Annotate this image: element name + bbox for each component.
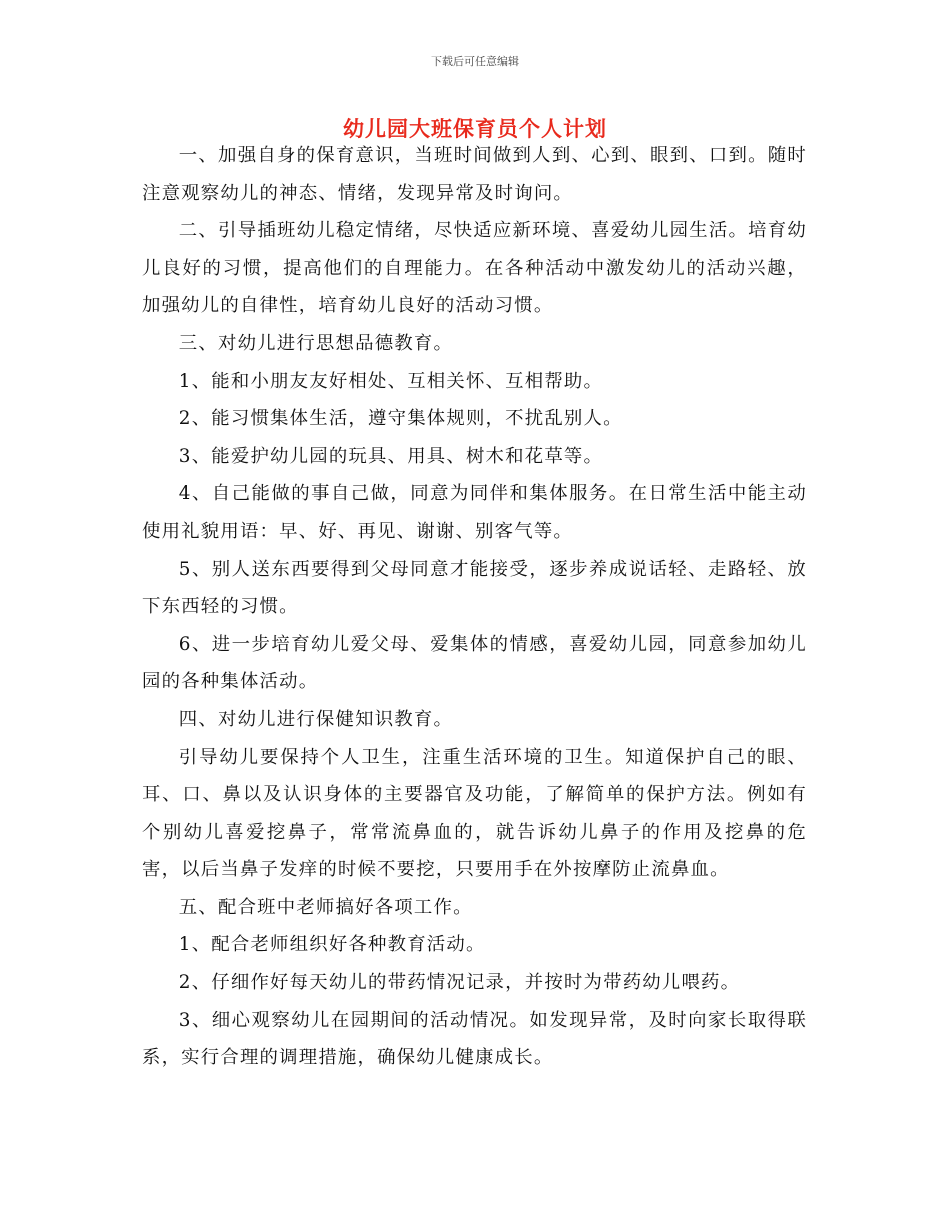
paragraph: 2、能习惯集体生活，遵守集体规则，不扰乱别人。 [178, 408, 623, 430]
paragraph: 6、进一步培育幼儿爱父母、爱集体的情感，喜爱幼儿园，同意参加幼儿园的各种集体活动。 [142, 633, 807, 693]
paragraph: 二、引导插班幼儿稳定情绪，尽快适应新环境、喜爱幼儿园生活。培育幼儿良好的习惯，提高他们的自理能力。在各种活动中激发幼儿的活动兴趣，加强幼儿的自律性，培育幼儿良好的活动习惯。 [142, 220, 807, 317]
header-note: 下载后可任意编辑 [431, 55, 519, 68]
paragraph: 1、能和小朋友友好相处、互相关怀、互相帮助。 [178, 370, 604, 392]
paragraph: 1、配合老师组织好各种教育活动。 [178, 934, 486, 956]
paragraph: 五、配合班中老师搞好各项工作。 [178, 896, 473, 918]
paragraph: 一、加强自身的保育意识，当班时间做到人到、心到、眼到、口到。随时注意观察幼儿的神态、情绪，发现异常及时询问。 [142, 145, 807, 204]
paragraph: 3、细心观察幼儿在园期间的活动情况。如发现异常，及时向家长取得联系，实行合理的调理措施，确保幼儿健康成长。 [142, 1009, 807, 1069]
paragraph: 三、对幼儿进行思想品德教育。 [178, 332, 454, 354]
paragraph: 四、对幼儿进行保健知识教育。 [178, 708, 454, 730]
paragraph: 2、仔细作好每天幼儿的带药情况记录，并按时为带药幼儿喂药。 [178, 972, 741, 994]
document-title: 幼儿园大班保育员个人计划 [343, 117, 607, 141]
paragraph: 5、别人送东西要得到父母同意才能接受，逐步养成说话轻、走路轻、放下东西轻的习惯。 [142, 558, 807, 618]
document-body [142, 137, 807, 1077]
paragraph: 引导幼儿要保持个人卫生，注重生活环境的卫生。知道保护自己的眼、耳、口、鼻以及认识身体的主要器官及功能，了解简单的保护方法。例如有个别幼儿喜爱挖鼻子，常常流鼻血的，就告诉幼儿鼻子的作用及挖鼻的危害，以后当鼻子发痒的时候不要挖，只要用手在外按摩防止流鼻血。 [142, 746, 807, 881]
paragraph: 3、能爱护幼儿园的玩具、用具、树木和花草等。 [178, 445, 604, 467]
paragraph: 4、自己能做的事自己做，同意为同伴和集体服务。在日常生活中能主动使用礼貌用语：早、好、再见、谢谢、别客气等。 [142, 483, 807, 542]
